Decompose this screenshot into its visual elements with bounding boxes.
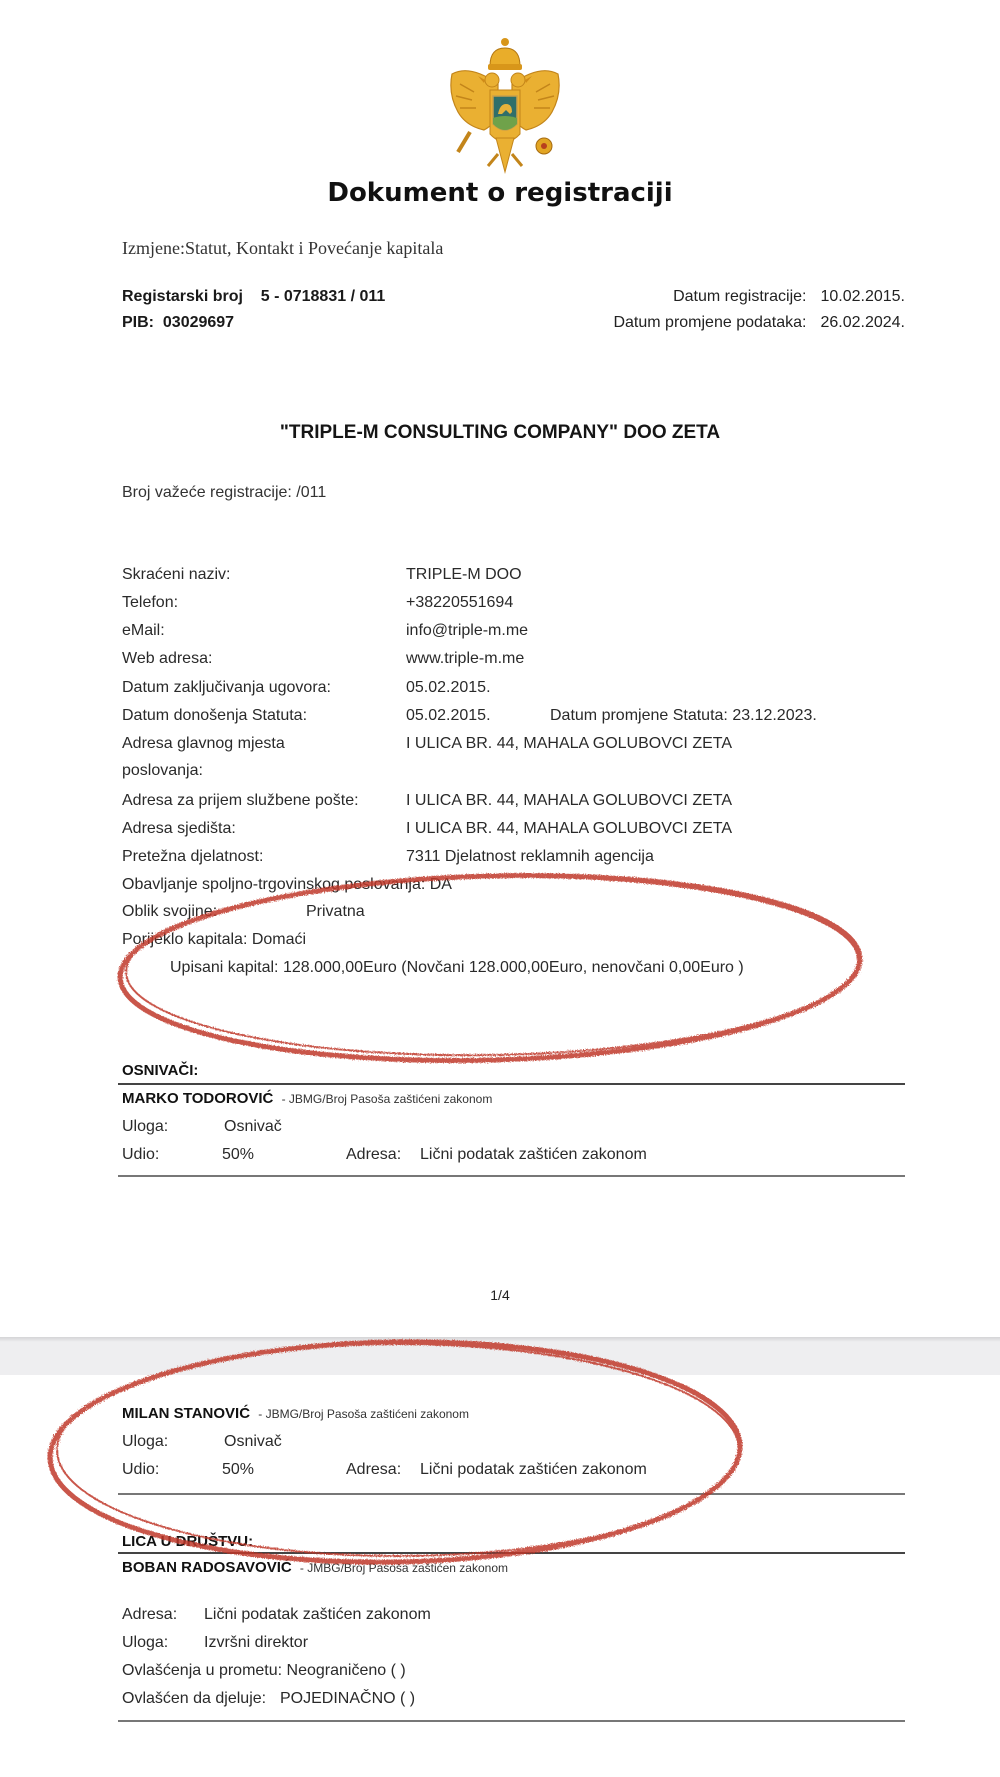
page-break <box>0 1337 1000 1375</box>
founders-title: OSNIVAČI: <box>122 1062 199 1079</box>
pib-label: PIB: <box>122 314 154 331</box>
pib-value: 03029697 <box>162 314 235 331</box>
person-acts: POJEDINAČNO ( ) <box>280 1690 416 1707</box>
divider <box>118 1493 905 1495</box>
registration-number <box>122 288 385 306</box>
divider <box>118 1720 905 1722</box>
data-change-date <box>613 314 905 332</box>
pib <box>122 314 234 332</box>
divider <box>118 1552 905 1554</box>
reg-number-label: Registarski broj <box>122 288 243 305</box>
founder-role: Osnivač <box>224 1118 282 1135</box>
reg-date-value: 10.02.2015. <box>820 288 905 305</box>
divider <box>118 1083 905 1085</box>
reg-number-value: 5 - 0718831 / 011 <box>260 288 386 305</box>
founder-address: Lični podatak zaštićen zakonom <box>420 1146 647 1163</box>
founder-role: Osnivač <box>224 1433 282 1450</box>
person-authority: Ovlašćenja u prometu: Neograničeno ( ) <box>122 1662 406 1679</box>
change-date-value: 26.02.2024. <box>820 314 905 331</box>
page-number: 1/4 <box>490 1287 510 1303</box>
founder-share: 50% <box>222 1146 255 1163</box>
founder-name: MILAN STANOVIĆ - JBMG/Broj Pasoša zaštićeni zakonom <box>122 1405 469 1422</box>
registration-date <box>673 288 905 306</box>
person-role: Izvršni direktor <box>204 1634 309 1651</box>
valid-registration-number: Broj važeće registracije: /011 <box>122 484 327 501</box>
reg-date-label: Datum registracije: <box>673 288 807 305</box>
person-address: Lični podatak zaštićen zakonom <box>204 1606 431 1623</box>
founder-address: Lični podatak zaštićen zakonom <box>420 1461 647 1478</box>
founder-name: MARKO TODOROVIĆ - JBMG/Broj Pasoša zaštićeni zakonom <box>122 1090 493 1107</box>
change-date-label: Datum promjene podataka: <box>613 314 807 331</box>
statute-change-date: Datum promjene Statuta: 23.12.2023. <box>550 707 817 724</box>
founder-share: 50% <box>222 1461 255 1478</box>
divider <box>118 1175 905 1177</box>
company-name: "TRIPLE-M CONSULTING COMPANY" DOO ZETA <box>279 422 721 443</box>
document-title: Dokument o registraciji <box>327 178 673 208</box>
person-name: BOBAN RADOSAVOVIĆ - JMBG/Broj Pasoša zaštićen zakonom <box>122 1559 508 1576</box>
persons-title: LICA U DRUŠTVU: <box>122 1533 254 1550</box>
amendments-line: Izmjene:Statut, Kontakt i Povećanje kapitala <box>122 238 444 258</box>
coat-of-arms-icon <box>440 34 570 184</box>
